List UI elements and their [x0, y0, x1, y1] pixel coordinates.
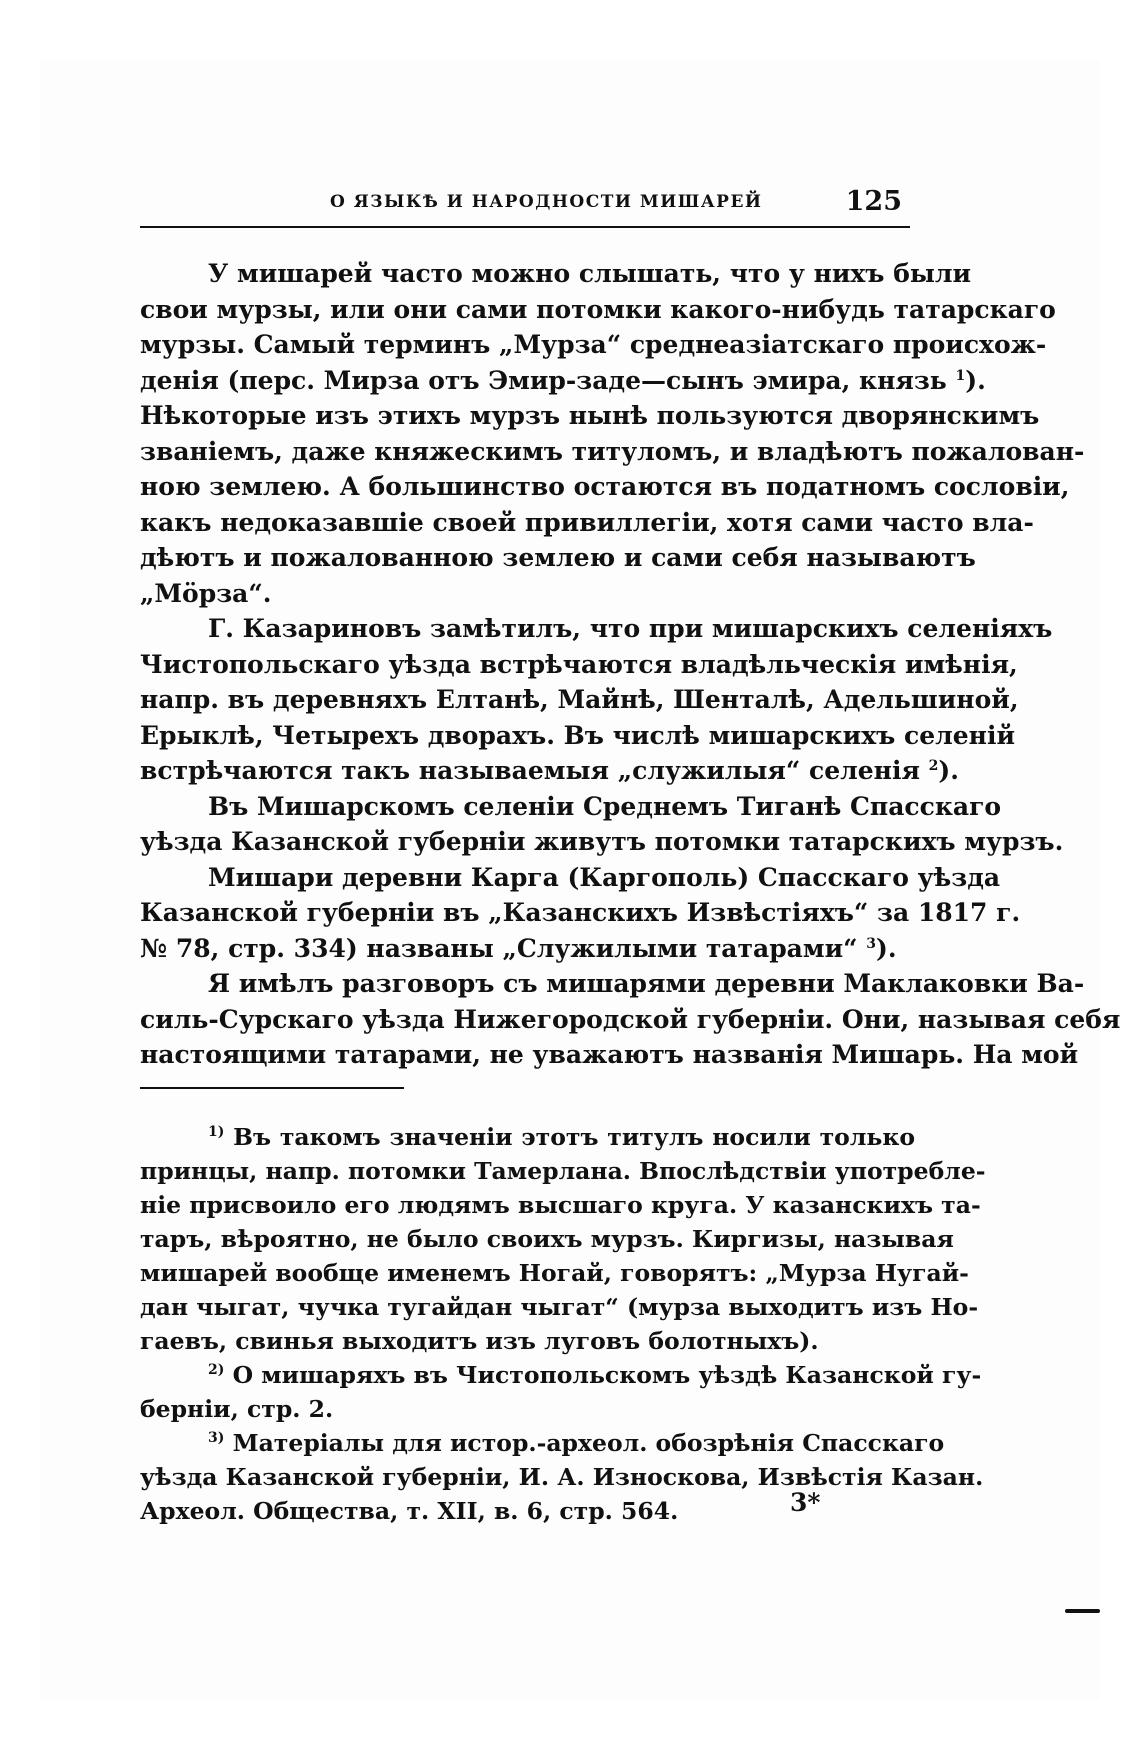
text-line: уѣзда Казанской губерніи живутъ потомки татарскихъ мурзъ.: [140, 827, 1064, 856]
text-line: У мишарей часто можно слышать, что у нихъ были: [208, 259, 972, 288]
footnote-ref: 2: [928, 758, 939, 774]
text-line: напр. въ деревняхъ Елтанѣ, Майнѣ, Шенталѣ, Адельшиной,: [140, 685, 1019, 714]
text-line: какъ недоказавшіе своей привиллегіи, хотя сами часто вла-: [140, 507, 1034, 537]
footnotes: [140, 1120, 986, 1528]
page-number: 125: [845, 186, 902, 217]
footnote-ref: 3: [866, 935, 876, 952]
footnote-marker: 1): [208, 1124, 225, 1140]
footnote-line: берніи, стр. 2.: [140, 1395, 334, 1423]
text-line: свои мурзы, или они сами потомки какого-нибудь татарскаго: [140, 294, 1056, 324]
footnote-line: $^{2)}$ О мишаряхъ въ Чистопольскомъ уѣздѣ Казанской гу-: [208, 1361, 982, 1389]
footnote-line: принцы, напр. потомки Тамерлана. Впослѣдствіи употребле-: [140, 1157, 986, 1185]
page-edge-mark: [1065, 1609, 1100, 1613]
running-title: О ЯЗЫКѢ И НАРОДНОСТИ МИШАРЕЙ: [330, 192, 763, 212]
page-header: [140, 186, 910, 228]
main-text: [140, 256, 1121, 1073]
text-line: Мишари деревни Карга (Каргополь) Спасскаго уѣзда: [208, 862, 1001, 892]
text-line: Г. Казариновъ замѣтилъ, что при мишарскихъ селеніяхъ: [208, 614, 1053, 643]
footnote-ref: 1: [955, 367, 966, 384]
text-line: встрѣчаются такъ называемыя „служилыя“ селенія $^2$).: [140, 756, 959, 785]
text-line: Казанской губерніи въ „Казанскихъ Извѣстіяхъ“ за 1817 г.: [140, 898, 1021, 927]
text-line: денія (перс. Мирза отъ Эмир-заде—сынъ эмира, князь $^1$).: [140, 365, 986, 395]
text-line: Въ Мишарскомъ селеніи Среднемъ Тиганѣ Спасскаго: [208, 791, 1002, 821]
footnote-line: дан чыгат, чучка тугайдан чыгат“ (мурза выходитъ изъ Но-: [140, 1293, 979, 1321]
text-line: званіемъ, даже княжескимъ титуломъ, и владѣютъ пожалован-: [140, 436, 1085, 466]
footnote-line: гаевъ, свинья выходитъ изъ луговъ болотныхъ).: [140, 1327, 819, 1355]
footnote-line: Археол. Общества, т. XII, в. 6, стр. 564.: [140, 1497, 679, 1525]
text-line: мурзы. Самый терминъ „Мурза“ среднеазіатскаго происхож-: [140, 330, 1047, 359]
text-line: Чистопольскаго уѣзда встрѣчаются владѣльческія имѣнія,: [140, 649, 1018, 679]
footnote-line: $^{3)}$ Матеріалы для истор.-археол. обозрѣнія Спасскаго: [208, 1429, 945, 1457]
footnote-marker: 2): [208, 1362, 225, 1378]
text-line: № 78, стр. 334) названы „Служилыми татарами“ $^3$).: [140, 933, 897, 963]
footnote-divider: [140, 1087, 404, 1089]
text-line: Нѣкоторые изъ этихъ мурзъ нынѣ пользуются дворянскимъ: [140, 401, 1040, 430]
footnote-line: уѣзда Казанской губерніи, И. А. Износкова, Извѣстія Казан.: [140, 1463, 984, 1491]
text-line: силь-Сурскаго уѣзда Нижегородской губерніи. Они, называя себя: [140, 1004, 1121, 1034]
text-line: настоящими татарами, не уважаютъ названія Мишарь. На мой: [140, 1040, 1079, 1069]
footnote-marker: 3): [208, 1430, 225, 1446]
footnote-line: ніе присвоило его людямъ высшаго круга. У казанскихъ та-: [140, 1191, 981, 1219]
text-line: Ерыклѣ, Четырехъ дворахъ. Въ числѣ мишарскихъ селеній: [140, 720, 1015, 750]
text-line: ною землею. А большинство остаются въ податномъ сословіи,: [140, 472, 1070, 501]
text-line: Я имѣлъ разговоръ съ мишарями деревни Маклаковки Ва-: [208, 969, 1085, 998]
text-line: дѣютъ и пожалованною землею и сами себя называютъ: [140, 543, 976, 572]
text-line: „Мöрза“.: [140, 578, 272, 608]
signature-mark: 3*: [790, 1488, 821, 1517]
footnote-line: таръ, вѣроятно, не было своихъ мурзъ. Киргизы, называя: [140, 1225, 954, 1253]
footnote-line: мишарей вообще именемъ Ногай, говорятъ: „Мурза Нугай-: [140, 1259, 969, 1287]
footnote-line: $^{1)}$ Въ такомъ значеніи этотъ титулъ носили только: [208, 1123, 916, 1151]
